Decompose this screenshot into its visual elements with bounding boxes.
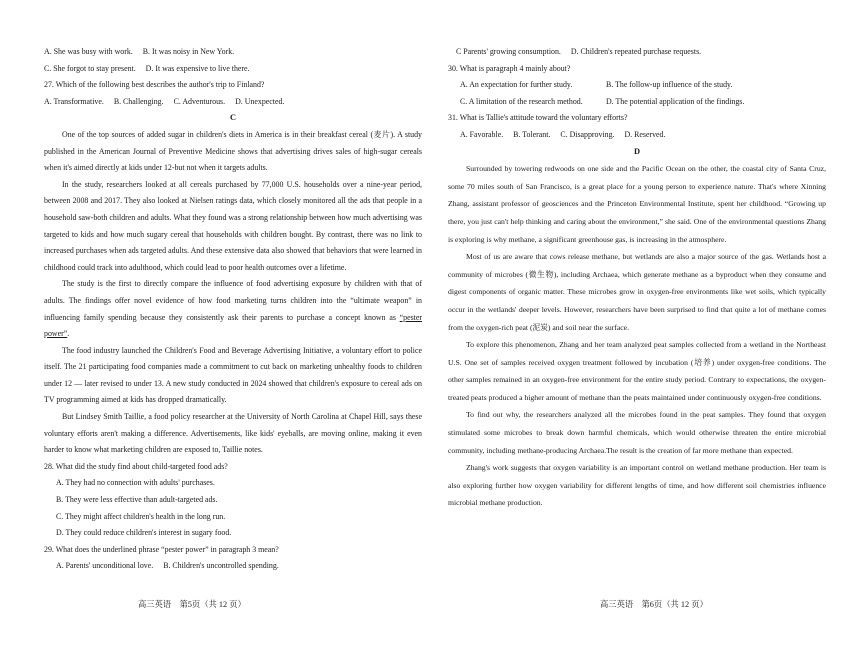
q29-option-a: A. Parents' unconditional love. [56,561,154,571]
passage-c-paragraph-5: But Lindsey Smith Taillie, a food policy researcher at the University of North Carolina at Chapel Hill, says these voluntary efforts aren't making a difference. Advertisements, like kids' eyeballs, are moving online, making it even harder to know what marketing children are exposed to, Taillie notes. [44,412,422,455]
q27-options [44,94,422,111]
q28-stem: 28. What did the study find about child-targeted food ads? [44,461,228,471]
q29-option-d: D. Children's repeated purchase requests. [570,47,702,56]
q28-option-c: C. They might affect children's health in the long run. [56,511,226,521]
q29-options-row1 [44,558,422,575]
q26-option-c: C. She forgot to stay present. [44,63,136,73]
q26-option-b: B. It was noisy in New York. [142,47,235,56]
passage-c-paragraph-2: In the study, researchers looked at all cereals purchased by 77,000 U.S. households over a nine-year period, between 2008 and 2017. They also looked at Nielsen ratings data, which closely monitored all the ads that people in a household saw-both children and adults. What they found was a strong relationship between how much advertising was targeted to kids and how much sugary cereal that households with children bought. By contrast, there was no link to increased purchases when ads targeted adults. And these extensive data also showed that behaviors that were learned in childhood could track into adulthood, which could lead to poor health outcomes over a lifetime. [44,179,422,272]
left-column [44,44,422,575]
q31-options [448,127,826,144]
q31-option-b: B. Tolerant. [513,129,551,139]
passage-d-paragraph-5: Zhang's work suggests that oxygen variability is an important control on wetland methane production. Her team is also exploring further how oxygen variability for different lengths of time, and how different soil chemistries influence microbial methane production. [448,463,826,508]
passage-d-paragraph-4: To find out why, the researchers analyzed all the microbes found in the peat samples. They found that oxygen stimulated some microbes to break down harmful chemicals, which would otherwise threaten the entire microbial community, including methane-producing Archaea.The result is the creation of far more methane than expected. [448,410,826,455]
paragraph-3-text: The study is the first to directly compare the influence of food advertising exposure by children with that of adults. The findings offer novel evidence of how food marketing turns children into the “ultimate weapon” in influencing family spending because they consistently ask their parents to purchase a concept known as [44,279,422,322]
q29-stem: 29. What does the underlined phrase “pester power” in paragraph 3 mean? [44,544,279,554]
q26-options-row2 [44,61,422,78]
q31-stem: 31. What is Tallie's attitude toward the voluntary efforts? [448,113,628,123]
section-d-heading: D [633,146,641,156]
q30-option-a: A. An expectation for further study. [460,80,573,90]
q29-option-b: B. Children's uncontrolled spending. [163,561,279,571]
q27-option-d: D. Unexpected. [235,96,285,106]
passage-d-paragraph-3: To explore this phenomenon, Zhang and her team analyzed peat samples collected from a wetland in the Northeast U.S. One set of samples received oxygen treatment followed by incubation (培养) under oxygen-free conditions. The other samples remained in an oxygen-free environment for the entire study period. Contrary to expectations, the oxygen-treated peats produced a higher amount of methane than the peats maintained under continuously oxygen-free conditions. [448,340,826,402]
q30-option-d: D. The potential application of the findings. [605,96,745,106]
q30-stem: 30. What is paragraph 4 mainly about? [448,63,571,73]
q26-option-d: D. It was expensive to live there. [145,63,250,73]
passage-d-paragraph-2: Most of us are aware that cows release methane, but wetlands are also a major source of the gas. Wetlands host a community of microbes (微生物), including Archaea, which generate methane as a byproduct when they consume and digest components of organic matter. These microbes grow in oxygen-free environments like wet soils, which typically occur in the wetlands' deeper levels. However, researchers have been surprised to find that quite a lot of methane comes from the oxygen-rich peat (泥炭) and soil near the surface. [448,252,826,332]
q30-option-c: C. A limitation of the research method. [460,96,583,106]
q29-option-c: C Parents' growing consumption. [456,47,561,56]
passage-c-paragraph-3 [44,276,422,342]
q31-option-d: D. Reserved. [624,129,666,139]
passage-c-paragraph-4: The food industry launched the Children's Food and Beverage Advertising Initiative, a voluntary effort to police itself. The 21 participating food companies made a commitment to cut back on marketing unhealthy foods to children under 12 — later revised to under 13. A new study conducted in 2024 showed that children's exposure to cereal ads on TV programming aimed at kids has dropped dramatically. [44,345,422,405]
q30-options-row1 [448,77,826,94]
q28-option-a: A. They had no connection with adults' purchases. [56,478,215,488]
paragraph-3-end: . [67,329,70,339]
passage-c-paragraph-1: One of the top sources of added sugar in children's diets in America is in their breakfast cereal (麦片). A study published in the American Journal of Preventive Medicine shows that advertising drives sales of high-sugar cereals when it's aimed directly at kids under 12-but not when it targets adults. [44,129,422,173]
q31-option-c: C. Disapproving. [560,129,615,139]
q28-option-b: B. They were less effective than adult-targeted ads. [56,495,218,505]
q26-options-row1 [44,44,422,61]
q27-stem: 27. Which of the following best describes the author's trip to Finland? [44,80,265,90]
passage-d-paragraph-1: Surrounded by towering redwoods on one side and the Pacific Ocean on the other, the coastal city of Santa Cruz, some 70 miles south of San Francisco, is a great place for a young person to experience nature. That's where Xinning Zhang, assistant professor of geosciences and the Princeton Environmental Institute, spent her childhood. “Growing up there, you just can't help thinking and caring about the environment,” she said. One of the environmental questions Zhang is exploring is why methane, a significant greenhouse gas, is increasing in the atmosphere. [448,164,826,244]
q28-option-d: D. They could reduce children's interest in sugary food. [56,528,232,538]
pester-power-underlined: “pester power” [44,312,422,339]
section-c-heading: C [229,113,237,123]
q29-options-row2 [448,44,826,61]
page-footer-right: 高三英语 第6页（共 12 页） [600,600,708,609]
q30-option-b: B. The follow-up influence of the study. [605,80,733,90]
q30-options-row2 [448,94,826,111]
right-column [448,44,826,512]
q27-option-b: B. Challenging. [113,96,164,106]
page-footer-left: 高三英语 第5页（共 12 页） [138,600,246,609]
q31-option-a: A. Favorable. [460,129,504,139]
q26-option-a: A. She was busy with work. [44,47,133,56]
q27-option-a: A. Transformative. [44,96,104,106]
q27-option-c: C. Adventurous. [173,96,226,106]
